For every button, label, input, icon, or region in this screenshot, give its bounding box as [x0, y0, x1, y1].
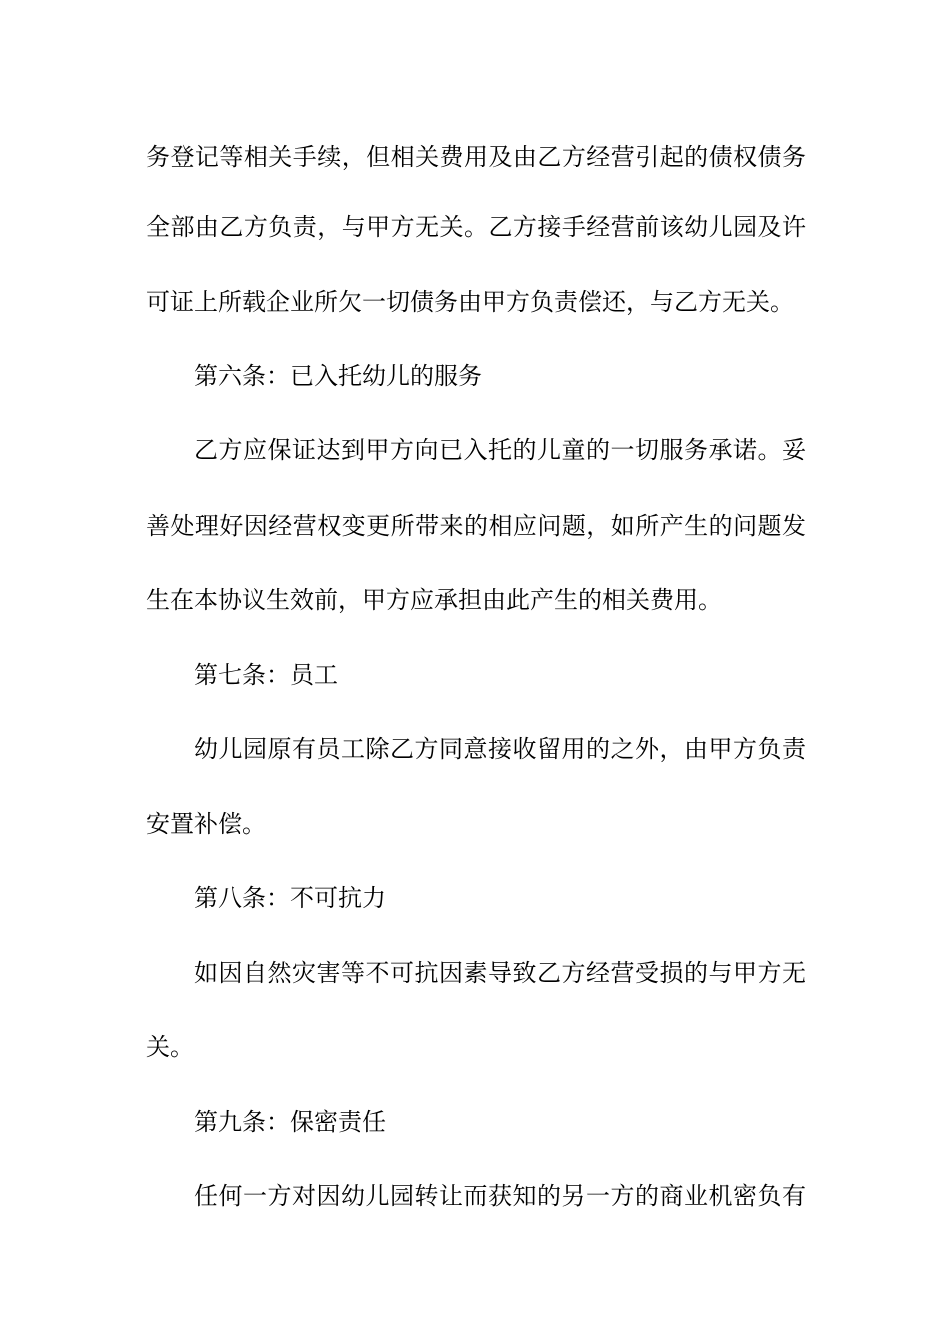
- text-line-15: 任何一方对因幼儿园转让而获知的另一方的商业机密负有: [194, 1182, 806, 1210]
- section-heading-9: 第九条：保密责任: [194, 1108, 386, 1136]
- section-heading-6: 第六条：已入托幼儿的服务: [194, 362, 482, 390]
- text-line-13: 关。: [146, 1033, 194, 1061]
- text-line-10: 安置补偿。: [146, 810, 266, 838]
- text-line-9: 幼儿园原有员工除乙方同意接收留用的之外，由甲方负责: [194, 735, 806, 763]
- text-line-12: 如因自然灾害等不可抗因素导致乙方经营受损的与甲方无: [194, 959, 806, 987]
- text-line-1: 务登记等相关手续，但相关费用及由乙方经营引起的债权债务: [146, 143, 806, 171]
- text-line-2: 全部由乙方负责，与甲方无关。乙方接手经营前该幼儿园及许: [146, 213, 806, 241]
- text-line-7: 生在本协议生效前，甲方应承担由此产生的相关费用。: [146, 586, 722, 614]
- text-line-5: 乙方应保证达到甲方向已入托的儿童的一切服务承诺。妥: [194, 436, 806, 464]
- text-line-6: 善处理好因经营权变更所带来的相应问题，如所产生的问题发: [146, 512, 806, 540]
- text-line-3: 可证上所载企业所欠一切债务由甲方负责偿还，与乙方无关。: [146, 288, 794, 316]
- section-heading-8: 第八条：不可抗力: [194, 884, 386, 912]
- section-heading-7: 第七条：员工: [194, 661, 338, 689]
